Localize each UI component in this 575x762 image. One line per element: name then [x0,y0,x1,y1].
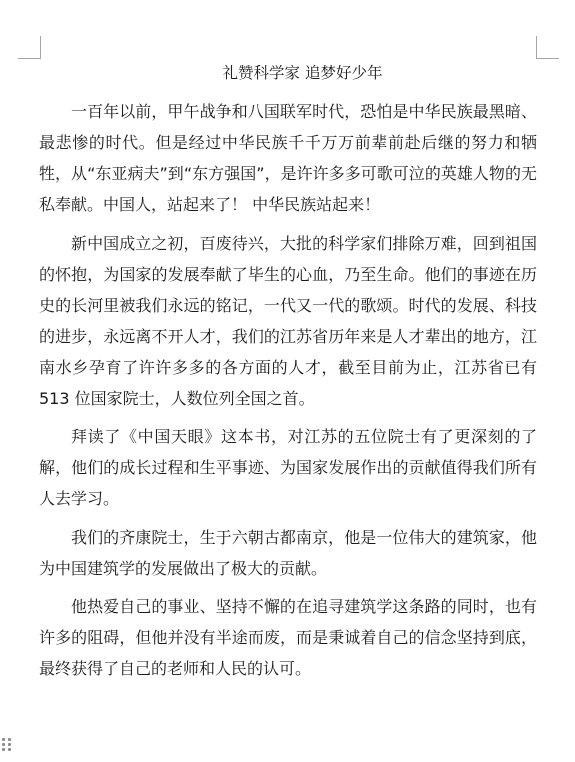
drag-handle-icon[interactable] [2,738,12,752]
paragraph-5[interactable]: 他热爱自己的事业、坚持不懈的在追寻建筑学这条路的同时，也有许多的阻碍，但他并没有半途而废，而是秉诚着自己的信念坚持到底，最终获得了自己的老师和人民的认可。 [39,597,537,679]
top-right-crop-mark [536,36,559,59]
document-title[interactable]: 礼赞科学家 追梦好少年 [222,64,383,82]
paragraph-1[interactable]: 一百年以前，甲午战争和八国联军时代，恐怕是中华民族最黑暗、最悲惨的时代。但是经过中华民族千千万万前辈前赴后继的努力和牺牲，从“东亚病夫”到“东方强国”，是许许多多可歌可泣的英雄人物的无私奉献。中国人，站起来了！ 中华民族站起来！ [39,102,537,214]
drag-dot [8,748,11,751]
drag-dot [8,743,11,746]
drag-dot [2,748,5,751]
drag-dot [2,738,5,741]
drag-dot [8,738,11,741]
paragraph-2[interactable]: 新中国成立之初，百废待兴，大批的科学家们排除万难，回到祖国的怀抱，为国家的发展奉献了毕生的心血，乃至生命。他们的事迹在历史的长河里被我们永远的铭记，一代又一代的歌颂。时代的发展、科技的进步，永远离不开人才，我们的江苏省历年来是人才辈出的地方，江南水乡孕育了许许多多的各方面的人才，截至目前为止，江苏省已有 513 位国家院士，人数位列全国之首。 [39,233,537,408]
drag-dot [2,743,5,746]
paragraph-3[interactable]: 拜读了《中国天眼》这本书，对江苏的五位院士有了更深刻的了解，他们的成长过程和生平事迹、为国家发展作出的贡献值得我们所有人去学习。 [39,427,537,509]
paragraph-4[interactable]: 我们的齐康院士，生于六朝古都南京，他是一位伟大的建筑家，他为中国建筑学的发展做出了极大的贡献。 [39,527,537,578]
document-body[interactable] [39,96,537,692]
top-left-crop-mark [18,36,41,59]
